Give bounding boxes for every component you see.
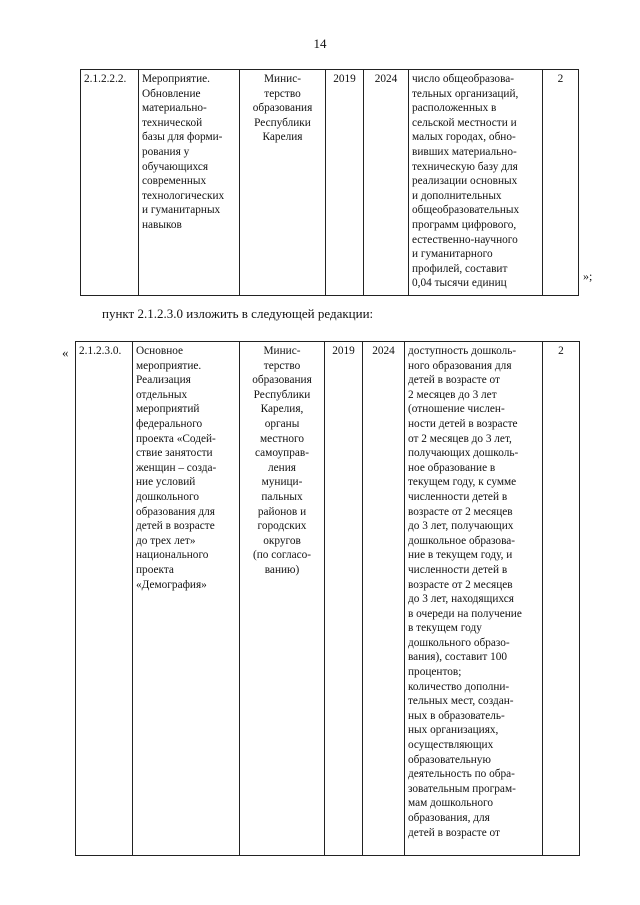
indicator: число общеобразова- тельных организаций, расположенных в сельской местности и малых городах, обно- вивших материально- техническую базу для реализации основных и дополнительных общеобразовательных программ цифрового, естественно-научного и гуманитарного профилей, составит 0,04 тысячи единиц	[409, 70, 543, 296]
indicator: доступность дошколь- ного образования для детей в возрасте от 2 месяцев до 3 лет (отношение числен- ности детей в возрасте от 2 месяцев до 3 лет, получающих дошколь- ное образование в текущем году, к сумме численности детей в возрасте от 2 месяцев до 3 лет, получающих дошкольное образова- ние в текущем году, и численности детей в возрасте от 2 месяцев до 3 лет, находящихся в очереди на получение в текущем году дошкольного образо- вания), составит 100 процентов; количество дополни- тельных мест, создан- ных в образователь- ных организациях, осуществляющих образовательную деятельность по обра- зовательным програм- мам дошкольного образования, для детей в возрасте от	[405, 342, 543, 856]
year-start: 2019	[326, 70, 364, 296]
goal-number: 2	[543, 70, 579, 296]
page-number: 14	[313, 36, 327, 51]
year-start: 2019	[325, 342, 363, 856]
measure-table-2-1-2-3-0	[75, 341, 580, 856]
year-end: 2024	[363, 342, 405, 856]
year-end: 2024	[364, 70, 409, 296]
item-code: 2.1.2.3.0.	[76, 342, 133, 856]
measure-name: Основное мероприятие. Реализация отдельных мероприятий федерального проекта «Содей- ствие занятости женщин – созда- ние условий дошкольного образования для детей в возрасте до трех лет» национального проекта «Демография»	[133, 342, 240, 856]
item-code: 2.1.2.2.2.	[81, 70, 139, 296]
opening-quote: «	[62, 345, 69, 360]
executor: Минис- терство образования Республики Карелия	[240, 70, 326, 296]
amendment-text: пункт 2.1.2.3.0 изложить в следующей редакции:	[102, 306, 374, 321]
executor: Минис- терство образования Республики Карелия, органы местного самоуправ- ления муници- пальных районов и городских округов (по согласо- ванию)	[240, 342, 325, 856]
closing-quote: »;	[583, 269, 593, 283]
goal-number: 2	[543, 342, 580, 856]
measure-name: Мероприятие. Обновление материально- технической базы для форми- рования у обучающихся современных технологических и гуманитарных навыков	[139, 70, 240, 296]
measure-table-2-1-2-2-2	[80, 69, 579, 296]
